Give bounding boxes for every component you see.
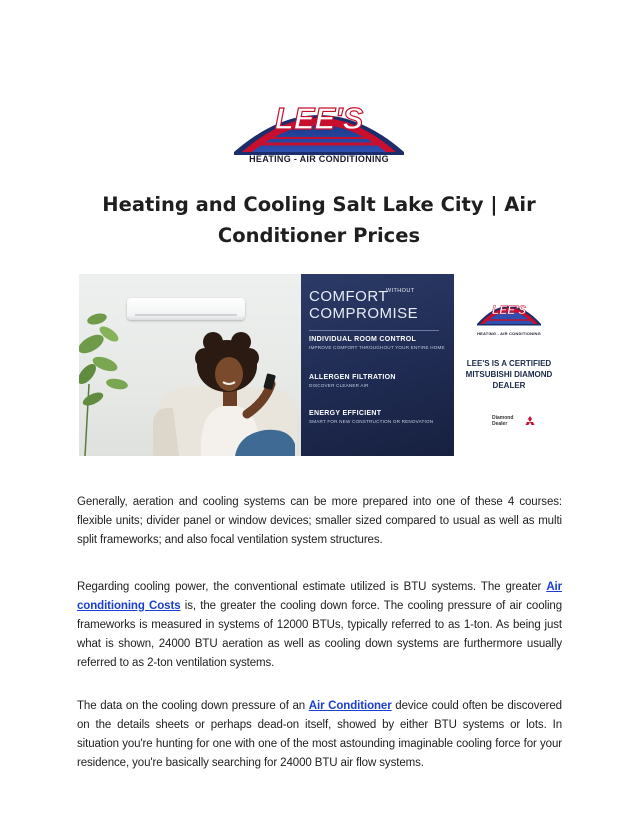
mini-logo-tagline: HEATING - AIR CONDITIONING	[477, 331, 541, 336]
feature-item	[309, 410, 449, 424]
woman-with-phone-illustration	[139, 322, 301, 456]
feature-subtitle: IMPROVE COMFORT THROUGHOUT YOUR ENTIRE HOME	[309, 345, 445, 350]
banner-headline-without: WITHOUT	[386, 288, 415, 294]
banner-headline-compromise: COMPROMISE	[309, 305, 419, 322]
diamond-dealer-badge-text	[492, 416, 513, 427]
feature-subtitle: SMART FOR NEW CONSTRUCTION OR RENOVATION	[309, 419, 434, 424]
feature-item	[309, 336, 449, 350]
page-title: Heating and Cooling Salt Lake City | Air Conditioner Prices	[102, 193, 536, 247]
certified-dealer-text: LEE'S IS A CERTIFIED MITSUBISHI DIAMOND DEALER	[465, 359, 553, 390]
logo-tagline: HEATING - AIR CONDITIONING	[249, 154, 389, 164]
banner-divider	[309, 330, 439, 331]
paragraph-text: Regarding cooling power, the conventional estimate utilized is BTU systems. The greater	[77, 580, 547, 593]
air-conditioner-link[interactable]: Air Conditioner	[308, 699, 392, 712]
banner-photo	[79, 274, 301, 456]
paragraph-text: The data on the cooling down pressure of an	[77, 699, 309, 712]
badge-line: Diamond	[492, 415, 514, 421]
banner-dealer-panel	[454, 274, 564, 456]
feature-subtitle: DISCOVER CLEANER AIR	[309, 383, 369, 388]
paragraph-text: device could often be discovered on the details sheets or perhaps dead-on itself, showed by either BTU systems or lots. In situation you're hunting for one with one of the most astounding imaginable cooling force for your residence, you're basically searching for 24000 BTU air flow systems.	[77, 699, 562, 769]
body-paragraph	[77, 578, 562, 673]
mitsubishi-diamond-icon	[524, 416, 536, 428]
badge-line: Dealer	[492, 420, 508, 427]
feature-title: ALLERGEN FILTRATION	[309, 374, 396, 381]
air-conditioner-unit	[127, 298, 245, 320]
feature-item	[309, 374, 449, 388]
air-conditioning-costs-link[interactable]: Air conditioning Costs	[77, 580, 562, 612]
logo-brand-text: LEE'S	[274, 101, 364, 136]
body-paragraph: Generally, aeration and cooling systems can be more prepared into one of these 4 courses: flexible units; divider panel or window devices; smaller sized compared to usual as well as multi split frameworks; and also focal ventilation system structures.	[77, 495, 562, 546]
banner-headline-comfort: COMFORT	[309, 288, 389, 305]
promo-banner	[79, 274, 564, 456]
body-paragraph	[77, 697, 562, 773]
paragraph-text: is, the greater the cooling down force. The cooling pressure of air cooling frameworks is measured in systems of 12000 BTUs, typically referred to as 1-ton. As being just what is shown, 24000 BTU aeration as well as cooling down systems are furthermore usually referred to as 2-ton ventilation systems.	[77, 599, 562, 669]
mini-logo-text: LEE'S	[491, 303, 527, 317]
lees-mini-logo	[475, 290, 543, 330]
banner-features-panel	[301, 274, 454, 456]
feature-title: ENERGY EFFICIENT	[309, 410, 382, 417]
feature-title: INDIVIDUAL ROOM CONTROL	[309, 336, 417, 343]
